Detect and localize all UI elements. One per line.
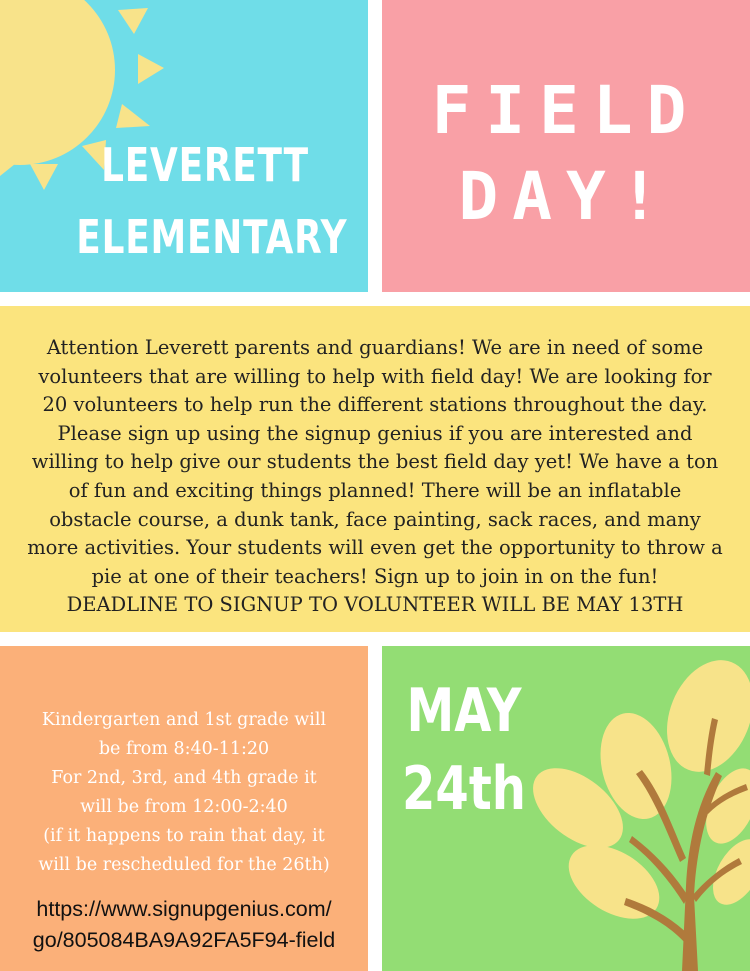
school-name-panel (0, 0, 368, 292)
event-date-panel (382, 646, 750, 971)
volunteer-info-panel (0, 306, 750, 632)
schedule-line: be from 8:40-11:20 (98, 739, 270, 759)
school-name-line1: LEVERETT (101, 138, 309, 192)
schedule-line: Kindergarten and 1st grade will (41, 710, 327, 730)
signup-link-line1[interactable]: https://www.signupgenius.com/ (36, 897, 332, 921)
volunteer-paragraph: Attention Leverett parents and guardians! We are in need of some volunteers that are willing to help with field day! We are looking for 20 volunteers to help run the different stations throughout the day. Please sign up using the signup genius if you are interested and willing to help give our students the best field day yet! We have a ton of fun and exciting things planned! There will be an inflatable obstacle course, a dunk tank, face painting, sack races, and many more activities. Your students will even get the opportunity to throw a pie at one of their teachers! Sign up to join in on the fun! (27, 336, 723, 588)
schedule-panel (0, 646, 368, 971)
deadline-notice: DEADLINE TO SIGNUP TO VOLUNTEER WILL BE MAY 13TH (66, 593, 684, 617)
schedule-text (18, 706, 350, 880)
schedule-line: (if it happens to rain that day, it (43, 826, 325, 846)
signup-link-line2[interactable]: go/805084BA9A92FA5F94-field (32, 928, 336, 952)
schedule-line: For 2nd, 3rd, and 4th grade it (51, 768, 317, 788)
school-name-line2: ELEMENTARY (76, 210, 348, 264)
event-date-month: MAY (406, 676, 522, 746)
event-title-panel (382, 0, 750, 292)
schedule-line: will be rescheduled for the 26th) (38, 855, 330, 875)
event-title-line2: DAY! (458, 158, 674, 235)
schedule-line: will be from 12:00-2:40 (80, 797, 288, 817)
event-date-day: 24th (402, 754, 526, 824)
event-title-line1: FIELD (431, 72, 701, 149)
signup-link[interactable] (6, 894, 362, 956)
volunteer-info-text (26, 334, 724, 620)
